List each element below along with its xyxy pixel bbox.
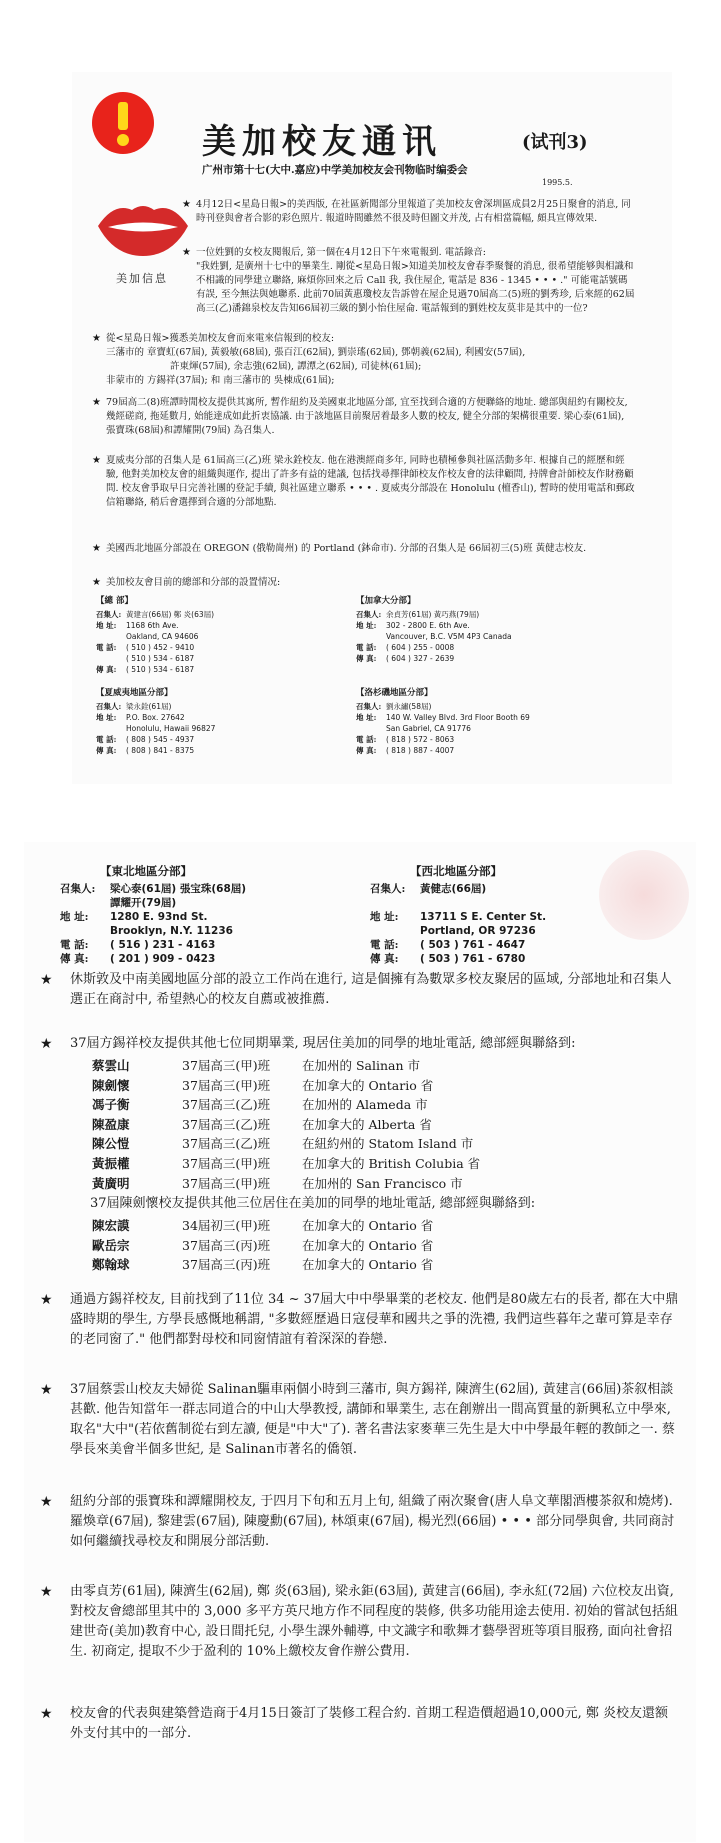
- alumni-location: 在加拿大的 British Colubia 省: [302, 1155, 481, 1171]
- alumni-row: [92, 1216, 652, 1236]
- alumni-row: [92, 1095, 652, 1115]
- contact-block-northeast: 【東北地區分部】 召集人: 梁心泰(61屆) 張宝珠(68屆) 譚耀开(79屆) 地 址: 1280 E. 93nd St. Brooklyn, N.Y. 11236 電 話: ( 516 ) 231 - 4163 傳 真: ( 201 ) 909 - 0423: [60, 864, 247, 965]
- alumni-class: 37屆高三(丙)班: [182, 1237, 271, 1253]
- paragraph-houston-branch: ★ 休斯敦及中南美國地區分部的設立工作尚在進行, 這是個擁有為數眾多校友聚居的區域, 分部地址和召集人選正在商討中, 希望熱心的校友自薦或被推薦.: [40, 972, 672, 1007]
- alumni-location: 在加拿大的 Ontario 省: [302, 1237, 434, 1253]
- newsletter-subtitle: 广州市第十七(大中.嘉应)中学美加校友会刊物临时编委会: [202, 164, 468, 176]
- lips-icon: [94, 196, 192, 260]
- paragraph-new-york-branch: ★ 79屆高二(8)班譚時閒校友提供其寓所, 暫作紐約及美國東北地區分部, 宜至找到合適的方便聯絡的地址. 總部與紐約有關校友, 幾經磋商, 拖延數月, 始能達成如此折衷協議. 由于該地區目前聚居着最多人數的校友, 健全分部的架構很重要. 梁心泰(61屆), 張寶珠(68屆)和譚耀開(79屆) 為召集人.: [92, 397, 628, 436]
- alumni-location: 在紐約州的 Statom Island 市: [302, 1136, 474, 1152]
- star-bullet-icon: ★: [40, 1494, 53, 1510]
- star-bullet-icon: ★: [92, 543, 101, 554]
- alumni-row: [92, 1174, 652, 1194]
- contact-block-los-angeles: 【洛杉磯地區分部】 召集人: 劉永繡(58屆) 地 址: 140 W. Valley Blvd. 3rd Floor Booth 69 San Gabriel, CA 91776 電 話: ( 818 ) 572 - 8063 傳 真: ( 818 ) 887 - 4007: [356, 688, 530, 755]
- star-bullet-icon: ★: [40, 1382, 53, 1398]
- newsletter-title: 美加校友通讯: [202, 122, 442, 162]
- alumni-location: 在加州的 Alameda 市: [302, 1097, 428, 1113]
- issue-date: 1995.5.: [542, 178, 573, 187]
- alumni-class: 37屆高三(乙)班: [182, 1136, 271, 1152]
- alumni-class: 34屆初三(甲)班: [182, 1218, 271, 1233]
- paragraph-sing-tao-report: ★ 4月12日<星島日報>的美西版, 在社區新聞部分里報道了美加校友會深圳區成員2月25日聚會的消息, 同時刊登與會者合影的彩色照片. 報道時間雖然不很及時但圖文并茂, 占有相當篇幅, 頗具宣傳效果.: [182, 199, 631, 224]
- star-bullet-icon: ★: [182, 247, 191, 258]
- alumni-name: 歐岳宗: [92, 1237, 130, 1253]
- star-bullet-icon: ★: [182, 199, 191, 210]
- star-bullet-icon: ★: [92, 397, 101, 408]
- star-bullet-icon: ★: [40, 1584, 53, 1600]
- paragraph-cai-yunshan-visit: ★ 37屆蔡雲山校友夫婦從 Salinan驅車兩個小時到三藩市, 與方錫祥, 陳濟生(62屆), 黃建言(66屆)茶叙相談甚歡. 他告知當年一群志同道合的中山大學教授, 講師和畢業生, 志在創辦出一間高質量的新興私立中學來, 取名"大中"(若依舊制從右到左讀, 便是"中大"了). 著名書法家麥華三先生是大中中學最年輕的教師之一. 蔡學長來美會半個多世紀, 是 Salinan市著名的僑領.: [40, 1382, 675, 1457]
- alumni-row: [92, 1255, 652, 1275]
- alumni-row: [92, 1076, 652, 1096]
- alumni-location: 在加州的 San Francisco 市: [302, 1175, 463, 1191]
- star-bullet-icon: ★: [92, 455, 101, 466]
- star-bullet-icon: ★: [40, 972, 53, 988]
- star-bullet-icon: ★: [40, 1706, 53, 1722]
- alumni-class: 37屆高三(乙)班: [182, 1097, 271, 1113]
- alumni-name: 陳公愷: [92, 1136, 130, 1152]
- newsletter-page-2: [24, 842, 696, 1842]
- alumni-location: 在加拿大的 Alberta 省: [302, 1116, 432, 1132]
- star-bullet-icon: ★: [40, 1036, 53, 1052]
- alumni-list-1: [92, 1056, 652, 1193]
- alumni-class: 37屆高三(甲)班: [182, 1077, 271, 1093]
- contact-block-hawaii: 【夏威夷地區分部】 召集人: 梁永銓(61屆) 地 址: P.O. Box. 27642 Honolulu, Hawaii 96827 電 話: ( 808 ) 545 - 4937 傳 真: ( 808 ) 841 - 8375: [96, 688, 216, 755]
- alumni-location: 在加拿大的 Ontario 省: [302, 1257, 434, 1273]
- alumni-list-2: [92, 1216, 652, 1275]
- contact-block-northwest: 【西北地區分部】 召集人: 黃健志(66屆) 地 址: 13711 S E. Center St. Portland, OR 97236 電 話: ( 503 ) 761 - 4647 傳 真: ( 503 ) 761 - 6780: [370, 864, 547, 965]
- paragraph-renovation-funding: ★ 由零貞芳(61屆), 陳濟生(62屆), 鄭 炎(63屆), 梁永鉅(63屆), 黃建言(66屆), 李永紅(72屆) 六位校友出資, 對校友會總部里其中的 3,000 多平方英尺地方作不同程度的裝修, 供多功能用途去使用. 初始的嘗試包括組建世奇(美加)教育中心, 設日間托兒, 小學生課外輔導, 中文識字和歌舞才藝學習班等項目服務, 面向社會招生. 初商定, 提取不少于盈利的 10%上繳校友會作辦公費用.: [40, 1584, 679, 1659]
- contact-block-canada: 【加拿大分部】 召集人: 余貞芳(61屆) 黃巧燕(79屆) 地 址: 302 - 2800 E. 6th Ave. Vancouver, B.C. V5M 4P3 Canada 電 話: ( 604 ) 255 - 0008 傳 真: ( 604 ) 327 - 2639: [356, 596, 512, 663]
- paragraph-chen-jianhuai-list: 37屆陳劍懷校友提供其他三位居住在美加的同學的地址電話, 總部經與聯絡到:: [90, 1196, 536, 1211]
- exclamation-logo-icon: [90, 90, 156, 156]
- alumni-row: [92, 1154, 652, 1174]
- paragraph-registered-alumni: ★ 從<星島日報>獲悉美加校友會而來電來信報到的校友: 三藩市的 章寶虹(67屆), 黃毅敏(68屆), 張百江(62屆), 劉崇瑤(62屆), 鄧朝義(62屆), 利國安(57屆), 許東煇(57屆), 余志強(62屆), 譚潭之(62屆), 司徒林(61屆); 非蒙市的 方錫祥(37屆); 和 南三藩市的 吳棟成(61屆);: [92, 333, 526, 386]
- alumni-name: 黃振權: [92, 1155, 130, 1171]
- alumni-class: 37屆高三(甲)班: [182, 1058, 271, 1073]
- paragraph-construction-contract: ★ 校友會的代表與建築營造商于4月15日簽訂了裝修工程合約. 首期工程造價超過10,000元, 鄭 炎校友還额外支付其中的一部分.: [40, 1706, 668, 1741]
- paragraph-ms-liu-call: ★ 一位姓劉的女校友閱報后, 第一個在4月12日下午來電報到. 電話錄音:: [182, 247, 486, 258]
- newsletter-page-1: [72, 72, 672, 784]
- alumni-class: 37屆高三(乙)班: [182, 1116, 271, 1132]
- paragraph-hawaii-branch: ★ 夏威夷分部的召集人是 61屆高三(乙)班 梁永銓校友. 他在港澳經商多年, 同時也積極參與社區活動多年. 根據自己的經歷和經驗, 他對美加校友會的組織與運作, 提出了許多有益的建議, 包括找尋擇律師校友作校友會的法律顧問, 持牌會計師校友作財務顧問. 校友會爭取早日完善社團的登記手續, 與社區建立聯系 • • • . 夏威夷分部設在 Honolulu (檀香山), 暫時的使用電話和郵政信箱聯絡, 稍后會選擇到合適的分部地點.: [92, 455, 635, 508]
- alumni-name: 蔡雲山: [92, 1058, 130, 1073]
- star-bullet-icon: ★: [92, 577, 101, 588]
- alumni-name: 陳宏謨: [92, 1218, 130, 1233]
- lips-caption: 美加信息: [116, 272, 168, 285]
- alumni-location: 在加州的 Salinan 市: [302, 1058, 421, 1073]
- paragraph-fang-xixiang-list: ★ 37屆方錫祥校友提供其他七位同期畢業, 現居住美加的同學的地址電話, 總部經與聯絡到:: [40, 1036, 576, 1052]
- alumni-class: 37屆高三(甲)班: [182, 1175, 271, 1191]
- paragraph-elder-alumni: ★ 通過方錫祥校友, 目前找到了11位 34 ~ 37屆大中中學畢業的老校友. 他們是80歲左右的長者, 都在大中鼎盛時期的學生, 方學長感慨地稱謂, "多數經歷過日寇侵華和國共之爭的洗禮, 我們這些暮年之輩可算是幸存的老同窗了." 他們都對母校和同窗情誼有着深深的眷戀.: [40, 1292, 679, 1347]
- alumni-class: 37屆高三(丙)班: [182, 1257, 271, 1273]
- paragraph-branch-overview: ★ 美加校友會目前的總部和分部的設置情况:: [92, 577, 281, 588]
- alumni-row: [92, 1056, 652, 1076]
- paragraph-new-york-gatherings: ★ 紐約分部的張寶珠和譚耀開校友, 于四月下旬和五月上旬, 組織了兩次聚會(唐人阜文華閣酒樓茶叙和燒烤). 羅煥章(67屆), 黎建雲(67屆), 陳慶勳(67屆), 林頌東(67屆), 楊光烈(66屆) • • • 部分同學與會, 共同商討如何繼續找尋校友和開展分部活動.: [40, 1494, 675, 1549]
- alumni-name: 陳劍懷: [92, 1077, 130, 1093]
- alumni-row: [92, 1115, 652, 1135]
- paragraph-northwest-branch: ★ 美國西北地區分部設在 OREGON (俄勒崗州) 的 Portland (鉢命市). 分部的召集人是 66屆初三(5)班 黃健志校友.: [92, 543, 587, 554]
- alumni-row: [92, 1134, 652, 1154]
- alumni-location: 在加拿大的 Ontario 省: [302, 1077, 434, 1093]
- paragraph-ms-liu-message: "我姓劉, 是廣州十七中的畢業生. 剛從<星島日報>知道美加校友會春季聚餐的消息, 很希望能够與相識和不相識的同學建立聯絡, 麻煩你回來之后 Call 我, 我住屋企, 電話是 836 - 1345 • • • ." 可能電話號碼有誤, 至今無法與她聯系. 此前70屆黃惠瓊校友告訴曾在屋企見過70屆高二(5)班的劉秀珍, 后來經的62屆高三(乙)潘錦泉校友告知66屆初三級的劉小怡住屋侖. 電話報到的劉姓校友莫非是其中的一位?: [196, 261, 635, 314]
- issue-number: (试刊3): [522, 132, 588, 153]
- alumni-class: 37屆高三(甲)班: [182, 1155, 271, 1171]
- alumni-name: 馮子衡: [92, 1097, 130, 1113]
- star-bullet-icon: ★: [92, 333, 101, 344]
- star-bullet-icon: ★: [40, 1292, 53, 1308]
- alumni-location: 在加拿大的 Ontario 省: [302, 1218, 434, 1233]
- alumni-row: [92, 1236, 652, 1256]
- alumni-name: 陳盈康: [92, 1116, 130, 1132]
- contact-block-headquarters: 【總 部】 召集人: 黃建言(66屆) 鄭 炎(63屆) 地 址: 1168 6th Ave. Oakland, CA 94606 電 話: ( 510 ) 452 - 9410 ( 510 ) 534 - 6187 傳 真: ( 510 ) 534 - 6187: [96, 596, 215, 674]
- alumni-name: 鄭翰球: [92, 1257, 130, 1273]
- alumni-name: 黃廣明: [92, 1175, 130, 1191]
